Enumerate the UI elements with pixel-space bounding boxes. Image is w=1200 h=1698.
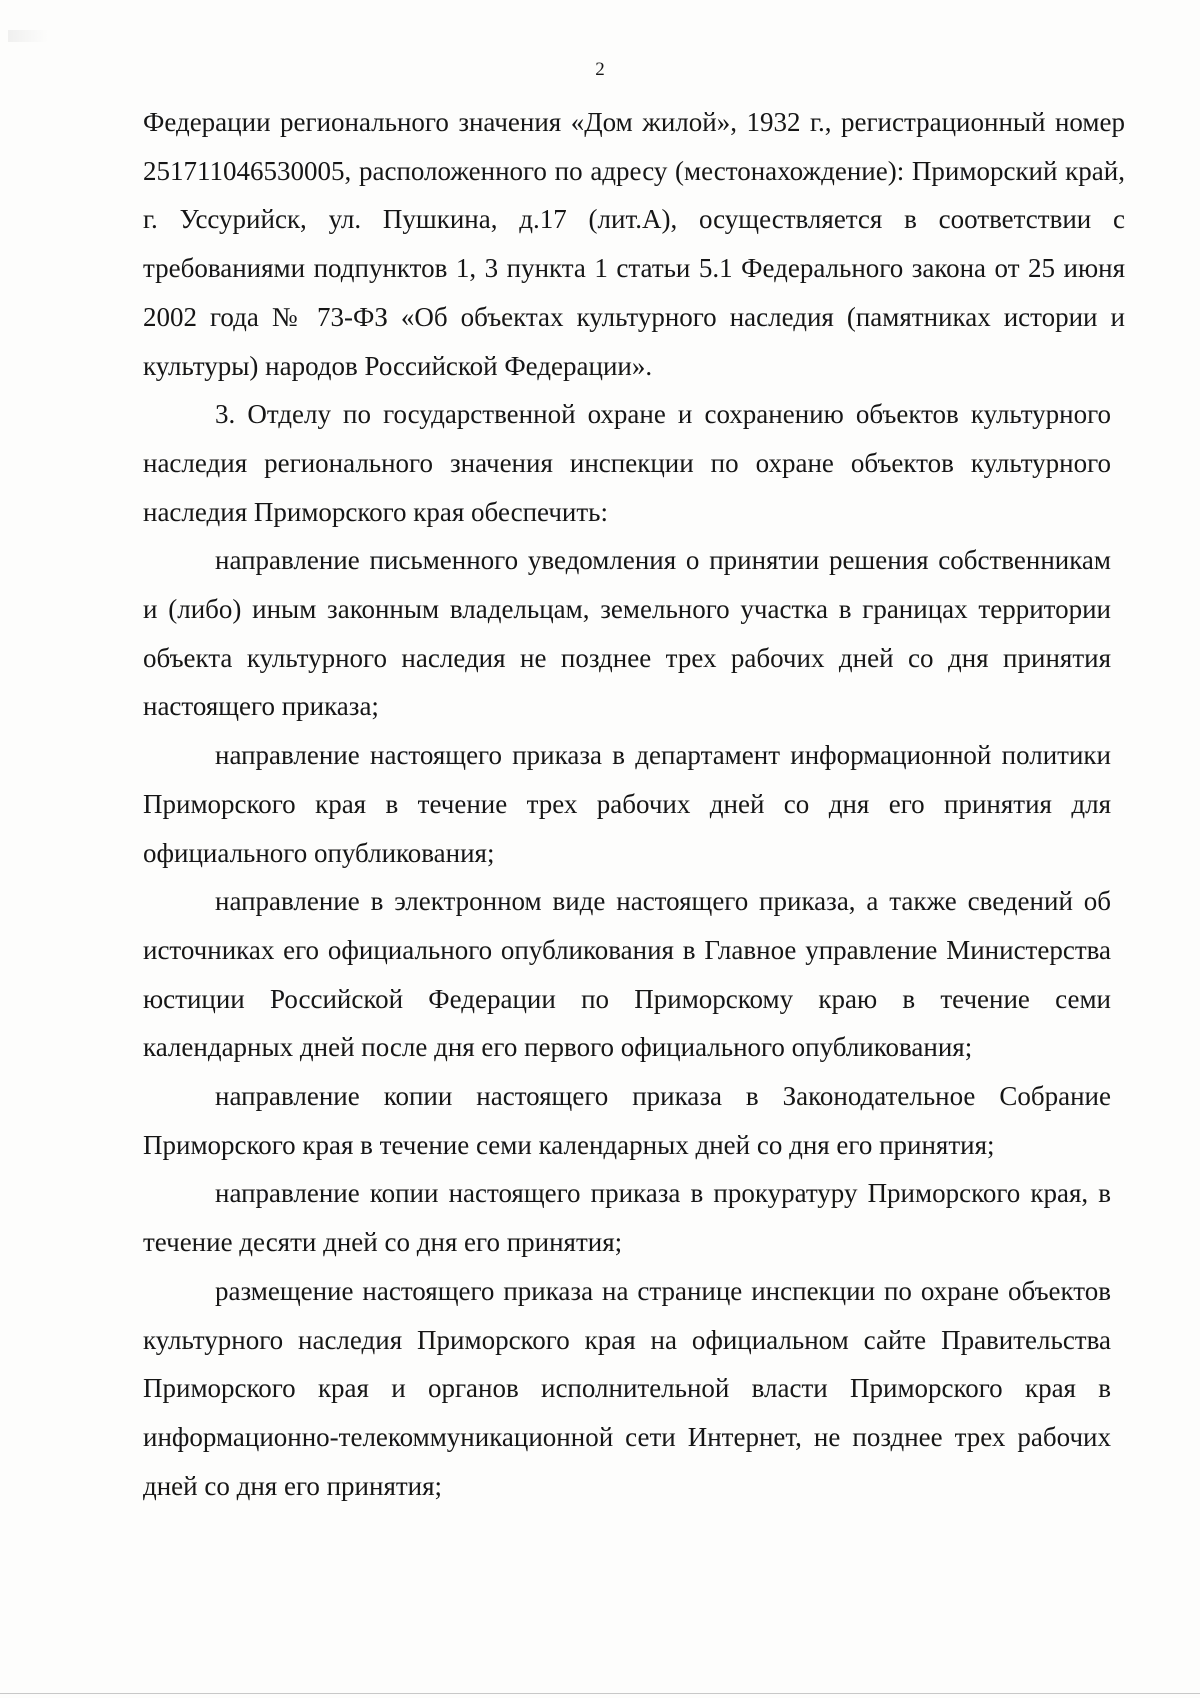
- paragraph-website: размещение настоящего приказа на странице инспекции по охране объектов культурного наследия Приморского края на официальном сайте Правительства Приморского края и органов исполнительной власти Приморского края в информационно-телекоммуникационной сети Интернет, не позднее трех рабочих дней со дня его принятия;: [143, 1275, 1111, 1501]
- paragraph-continuation: Федерации регионального значения «Дом жилой», 1932 г., регистрационный номер 251711046530005, расположенного по адресу (местонахождение): Приморский край, г. Уссурийск, ул. Пушкина, д.17 (лит.А), осуществляется в соответствии с требованиями подпунктов 1, 3 пункта 1 статьи 5.1 Федерального закона от 25 июня 2002 года № 73-ФЗ «Об объектах культурного наследия (памятниках истории и культуры) народов Российской Федерации».: [143, 107, 1125, 381]
- scan-artifact: [8, 30, 48, 42]
- paragraph-prosecutor: направление копии настоящего приказа в прокуратуру Приморского края, в течение десяти дней со дня его принятия;: [143, 1178, 1111, 1258]
- paragraph-item-3: 3. Отделу по государственной охране и сохранению объектов культурного наследия регионального значения инспекции по охране объектов культурного наследия Приморского края обеспечить:: [143, 399, 1111, 527]
- paragraph-notification: направление письменного уведомления о принятии решения собственникам и (либо) иным законным владельцам, земельного участка в границах территории объекта культурного наследия не позднее трех рабочих дней со дня принятия настоящего приказа;: [143, 545, 1111, 722]
- page-number: 2: [595, 59, 605, 80]
- paragraph-publication: направление настоящего приказа в департамент информационной политики Приморского края в течение трех рабочих дней со дня его принятия для официального опубликования;: [143, 740, 1111, 868]
- paragraph-legislative-assembly: направление копии настоящего приказа в Законодательное Собрание Приморского края в течение семи календарных дней со дня его принятия;: [143, 1081, 1111, 1160]
- paragraph-ministry-justice: направление в электронном виде настоящего приказа, а также сведений об источниках его официального опубликования в Главное управление Министерства юстиции Российской Федерации по Приморскому краю в течение семи календарных дней после дня его первого официального опубликования;: [143, 886, 1111, 1063]
- scan-bottom-edge: [0, 1693, 1200, 1694]
- document-body: [143, 98, 1125, 1510]
